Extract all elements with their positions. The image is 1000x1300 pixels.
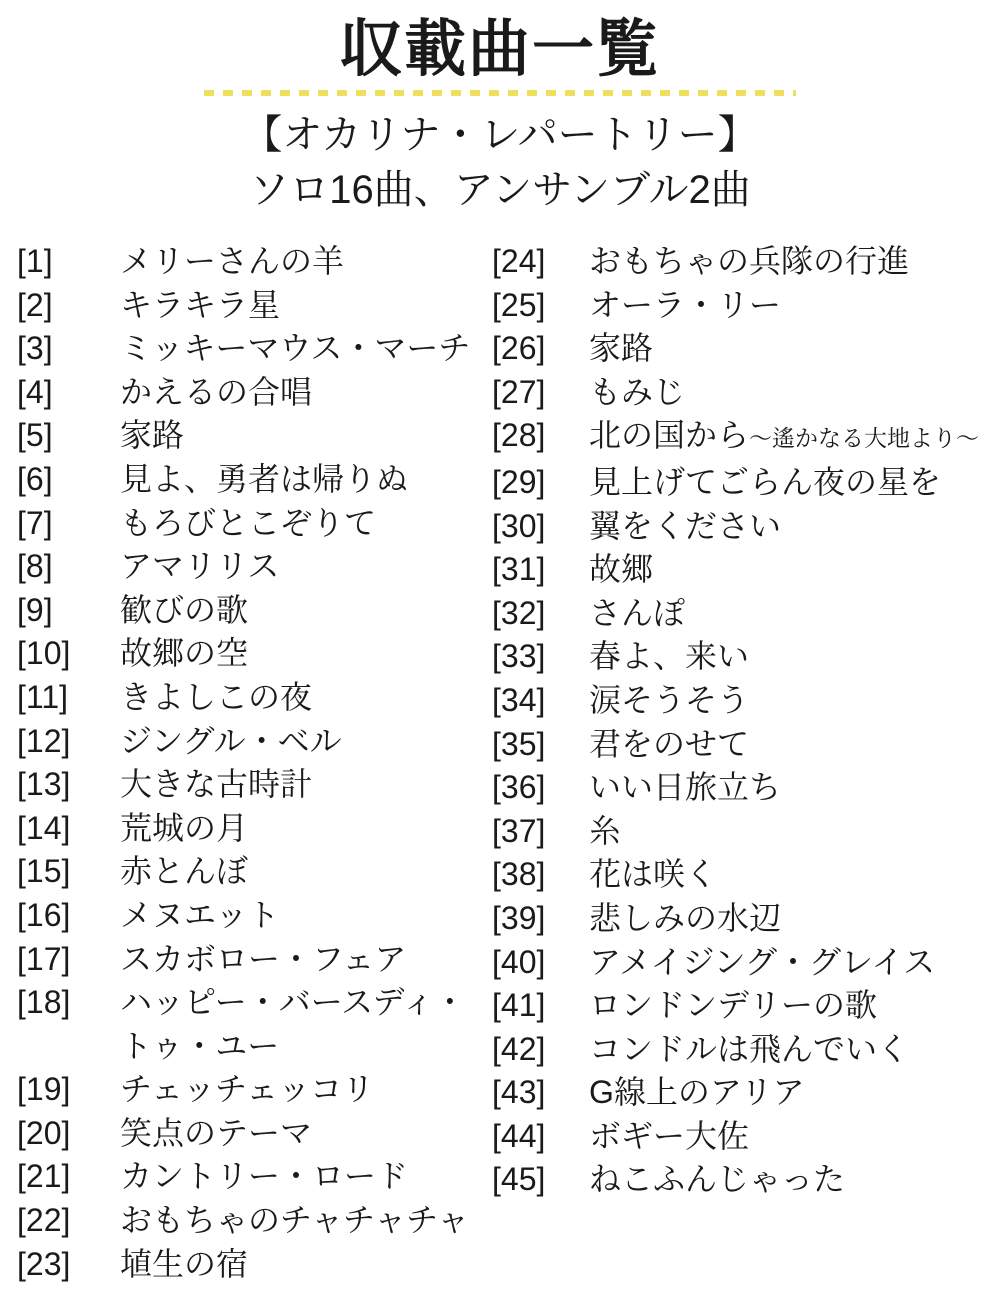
- song-row: [17, 545, 486, 589]
- song-number: [14]: [17, 809, 71, 846]
- song-number: [4]: [17, 373, 53, 410]
- song-title: [120, 284, 486, 328]
- song-title: [589, 679, 983, 723]
- song-number: [16]: [17, 896, 71, 933]
- song-row: [492, 679, 983, 723]
- song-number: [40]: [492, 943, 546, 980]
- song-number: [41]: [492, 987, 546, 1024]
- song-title-text: 笑点のテーマ: [120, 1114, 313, 1151]
- song-title: [120, 371, 486, 415]
- song-title-text: 春よ、来い: [589, 638, 750, 675]
- song-title: [120, 240, 486, 284]
- song-title: [589, 766, 983, 810]
- song-row: [492, 371, 983, 415]
- song-number: [5]: [17, 417, 53, 454]
- song-title: [120, 676, 486, 720]
- song-title: [589, 592, 983, 636]
- song-title: [589, 1071, 983, 1115]
- song-title: [589, 240, 983, 284]
- song-number: [6]: [17, 460, 53, 497]
- song-title: [120, 632, 486, 676]
- song-title: [120, 720, 486, 764]
- song-title-text: キラキラ星: [120, 286, 281, 323]
- song-title: [120, 1199, 486, 1243]
- song-row: [492, 461, 983, 505]
- song-row: [492, 1158, 983, 1202]
- song-number: [38]: [492, 856, 546, 893]
- song-number: [13]: [17, 766, 71, 803]
- song-row: [17, 371, 486, 415]
- song-title: [589, 505, 983, 549]
- song-title-text: G線上のアリア: [589, 1074, 805, 1111]
- song-title-text: チェッチェッコリ: [120, 1071, 375, 1108]
- song-row: [492, 810, 983, 854]
- song-number: [25]: [492, 286, 546, 323]
- song-title-text: アマリリス: [120, 548, 280, 585]
- song-row: [17, 894, 486, 938]
- song-number: [30]: [492, 507, 546, 544]
- song-number: [42]: [492, 1030, 546, 1067]
- song-row: [17, 589, 486, 633]
- song-title: [120, 850, 486, 894]
- song-row: [492, 240, 983, 284]
- song-row: [17, 850, 486, 894]
- song-row: [492, 635, 983, 679]
- song-row: [492, 505, 983, 549]
- song-number: [17]: [17, 940, 71, 977]
- song-title-text: 北の国から: [589, 417, 750, 454]
- dashed-divider: [204, 90, 796, 96]
- song-title: [589, 327, 983, 371]
- song-number: [12]: [17, 722, 71, 759]
- song-number: [33]: [492, 638, 546, 675]
- song-number: [19]: [17, 1071, 71, 1108]
- repertoire-heading: 【オカリナ・レパートリー】: [242, 113, 758, 157]
- song-number: [35]: [492, 725, 546, 762]
- song-number: [23]: [17, 1245, 71, 1282]
- song-row: [492, 327, 983, 371]
- song-title: [589, 284, 983, 328]
- song-title: [120, 327, 486, 371]
- song-number: [24]: [492, 243, 546, 279]
- song-title-text: 故郷: [589, 551, 654, 588]
- song-number: [1]: [17, 243, 53, 279]
- song-row: [492, 284, 983, 328]
- song-title-text: 見よ、勇者は帰りぬ: [120, 460, 409, 497]
- song-row: [17, 327, 486, 371]
- song-row: [17, 1112, 486, 1156]
- song-title-text: 家路: [589, 330, 654, 367]
- song-title-text: ボギー大佐: [589, 1117, 750, 1154]
- song-title: [120, 1112, 486, 1156]
- song-row: [492, 853, 983, 897]
- song-title-text: かえるの合唱: [120, 373, 313, 410]
- song-title-text: ハッピー・バースディ・: [120, 984, 466, 1021]
- song-number: [2]: [17, 286, 53, 323]
- song-title: [120, 1155, 486, 1199]
- song-row: [17, 240, 486, 284]
- song-title: [120, 414, 486, 458]
- song-row: [17, 1068, 486, 1112]
- song-title: [589, 371, 983, 415]
- song-title-text: メリーさんの羊: [120, 243, 345, 279]
- song-number: [44]: [492, 1117, 546, 1154]
- song-number: [18]: [17, 984, 71, 1021]
- song-title: [120, 545, 486, 589]
- song-title: [589, 414, 983, 461]
- song-title: [589, 635, 983, 679]
- song-number: [8]: [17, 548, 53, 585]
- song-title: [120, 1068, 486, 1112]
- song-number: [11]: [17, 678, 68, 715]
- song-title: [120, 458, 486, 502]
- song-row: [492, 1071, 983, 1115]
- song-row: [17, 502, 486, 546]
- song-number: [32]: [492, 594, 546, 631]
- song-row: [492, 1028, 983, 1072]
- song-title: [120, 894, 486, 938]
- song-title: [589, 941, 983, 985]
- song-row: [17, 938, 486, 982]
- song-number: [34]: [492, 681, 546, 718]
- song-title-text: アメイジング・グレイス: [589, 943, 936, 980]
- song-title: [120, 589, 486, 633]
- song-number: [27]: [492, 373, 546, 410]
- song-number: [7]: [17, 504, 53, 541]
- song-title-text: ロンドンデリーの歌: [589, 987, 878, 1024]
- song-title: [589, 984, 983, 1028]
- song-title-text: 糸: [589, 812, 622, 849]
- song-row: [17, 1155, 486, 1199]
- song-title: [120, 807, 486, 851]
- song-title-text: オーラ・リー: [589, 286, 782, 323]
- song-title-text: もみじ: [589, 373, 686, 410]
- song-row: [492, 941, 983, 985]
- song-number: [29]: [492, 463, 546, 500]
- song-title: [120, 1243, 486, 1287]
- song-title-text: 花は咲く: [589, 856, 718, 893]
- song-number: [31]: [492, 551, 546, 588]
- song-title-text: 見上げてごらん夜の星を: [589, 463, 942, 500]
- song-row: [492, 592, 983, 636]
- song-row: [492, 766, 983, 810]
- song-title-text: 故郷の空: [120, 635, 249, 672]
- song-title-text: カントリー・ロード: [120, 1158, 409, 1195]
- song-number: [37]: [492, 812, 546, 849]
- song-number: [15]: [17, 853, 71, 890]
- song-row: [17, 1243, 486, 1287]
- song-number: [10]: [17, 635, 71, 672]
- song-title-text: 赤とんぼ: [120, 853, 249, 890]
- song-title-text: 大きな古時計: [120, 766, 313, 803]
- song-row: [17, 676, 486, 720]
- song-column-right: [486, 240, 983, 1286]
- song-number: [39]: [492, 899, 546, 936]
- song-title-text: ジングル・ベル: [120, 722, 342, 759]
- song-row: [17, 632, 486, 676]
- song-title-text: 荒城の月: [120, 809, 249, 846]
- song-title: [589, 1115, 983, 1159]
- page-title: 収載曲一覧: [339, 15, 660, 84]
- song-title: [589, 853, 983, 897]
- song-title-text: メヌエット: [120, 896, 280, 933]
- song-number: [43]: [492, 1074, 546, 1111]
- song-title-text: 翼をください: [589, 507, 782, 544]
- song-title: [589, 461, 983, 505]
- song-number: [22]: [17, 1202, 71, 1239]
- song-title-text: おもちゃのチャチャチャ: [120, 1202, 470, 1239]
- song-title-text: 涙そうそう: [589, 681, 750, 718]
- song-title-text: 埴生の宿: [120, 1245, 249, 1282]
- song-row: [492, 897, 983, 941]
- song-title: [589, 548, 983, 592]
- song-title: [589, 810, 983, 854]
- song-row: [492, 548, 983, 592]
- song-row: [492, 1115, 983, 1159]
- song-row: [17, 1199, 486, 1243]
- song-title: [120, 981, 486, 1068]
- song-row: [17, 807, 486, 851]
- song-title: [120, 938, 486, 982]
- song-title-text: スカボロー・フェア: [120, 940, 407, 977]
- song-title-text: もろびとこぞりて: [120, 504, 377, 541]
- song-title: [120, 502, 486, 546]
- song-title-text: 歓びの歌: [120, 591, 249, 628]
- song-title-text: おもちゃの兵隊の行進: [589, 243, 910, 279]
- song-row: [17, 981, 486, 1068]
- song-title-text: さんぽ: [589, 594, 686, 631]
- song-row: [17, 284, 486, 328]
- song-number: [3]: [17, 330, 53, 367]
- song-columns: [0, 240, 1000, 1286]
- song-row: [17, 414, 486, 458]
- song-row: [492, 414, 983, 461]
- song-number: [9]: [17, 591, 53, 628]
- song-number: [20]: [17, 1114, 71, 1151]
- song-title-annotation: 〜遙かなる大地より〜: [749, 425, 980, 452]
- song-title: [589, 1028, 983, 1072]
- song-number: [36]: [492, 769, 546, 806]
- song-title-text: ミッキーマウス・マーチ: [120, 330, 471, 367]
- song-row: [17, 720, 486, 764]
- song-title-text: 君をのせて: [589, 725, 750, 762]
- song-title-text: 悲しみの水辺: [589, 899, 782, 936]
- song-column-left: [0, 240, 486, 1286]
- song-title: [120, 763, 486, 807]
- song-title: [589, 723, 983, 767]
- song-title-text: いい日旅立ち: [589, 769, 782, 806]
- song-title-continuation: トゥ・ユー: [120, 1027, 280, 1064]
- song-row: [492, 984, 983, 1028]
- song-row: [17, 458, 486, 502]
- song-title: [589, 1158, 983, 1202]
- song-number: [28]: [492, 417, 546, 454]
- song-title-text: きよしこの夜: [120, 678, 313, 715]
- song-title-text: 家路: [120, 417, 185, 454]
- song-number: [21]: [17, 1158, 71, 1195]
- song-title-text: コンドルは飛んでいく: [589, 1030, 910, 1067]
- song-number: [45]: [492, 1161, 546, 1198]
- song-number: [26]: [492, 330, 546, 367]
- subtitle-block: [0, 108, 1000, 218]
- song-row: [492, 723, 983, 767]
- repertoire-count: ソロ16曲、アンサンブル2曲: [249, 168, 751, 212]
- song-title: [589, 897, 983, 941]
- song-row: [17, 763, 486, 807]
- song-title-text: ねこふんじゃった: [589, 1161, 846, 1198]
